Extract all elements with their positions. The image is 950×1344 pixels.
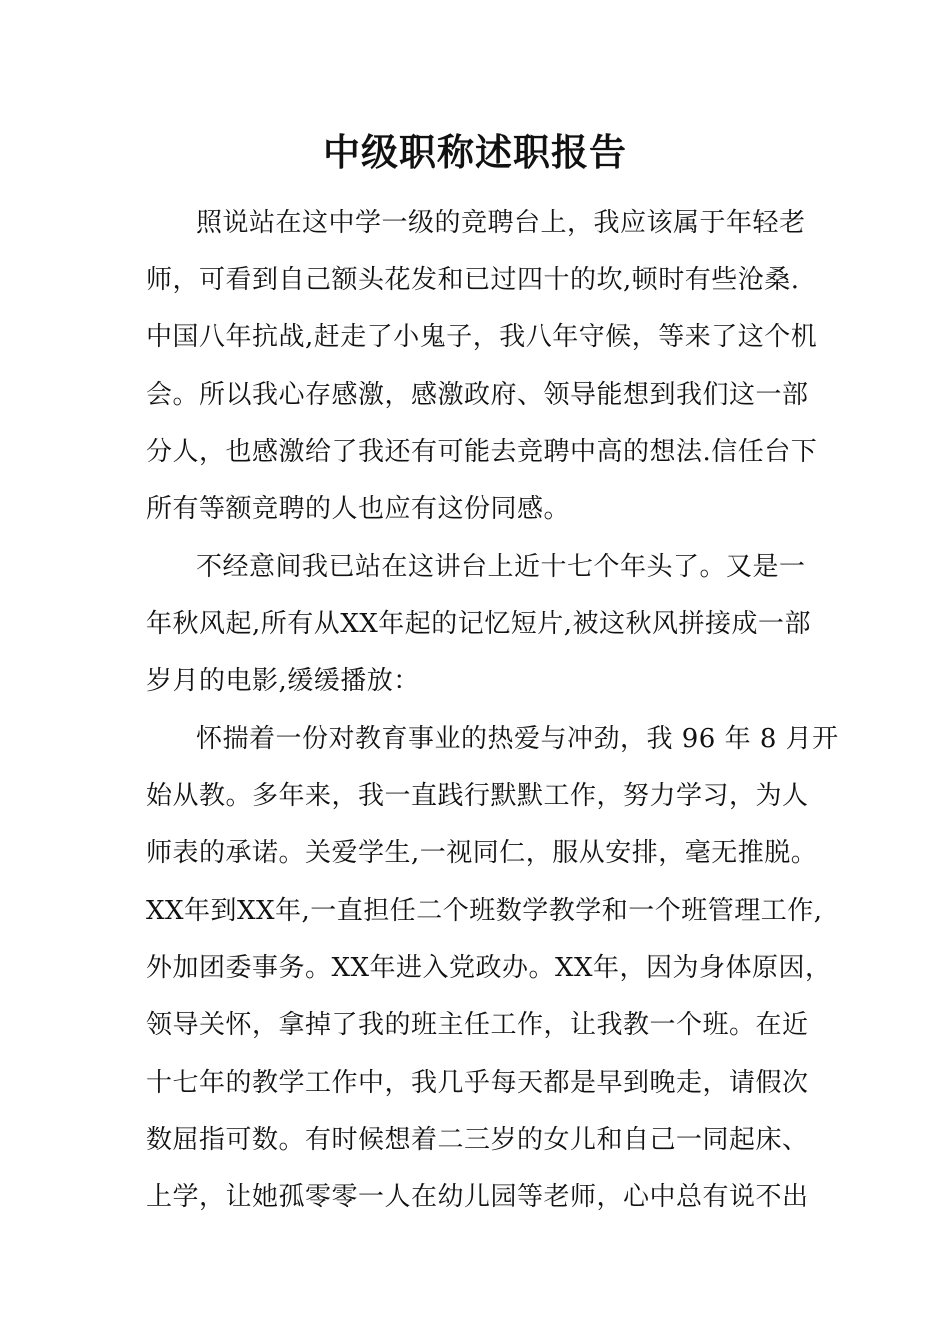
paragraph-line: 分人，也感激给了我还有可能去竞聘中高的想法.信任台下: [146, 437, 818, 467]
paragraph-line: 中国八年抗战,赶走了小鬼子，我八年守候，等来了这个机: [146, 322, 818, 352]
paragraph-line: 照说站在这中学一级的竞聘台上，我应该属于年轻老: [196, 208, 806, 238]
paragraph-line: 岁月的电影,缓缓播放：: [146, 666, 420, 696]
paragraph-line: 始从教。多年来，我一直践行默默工作，努力学习，为人: [146, 781, 809, 811]
paragraph-line: 十七年的教学工作中，我几乎每天都是早到晚走，请假次: [146, 1068, 809, 1098]
paragraph-line: 数屈指可数。有时候想着二三岁的女儿和自己一同起床、: [146, 1125, 809, 1155]
paragraph-line: XX年到XX年,一直担任二个班数学教学和一个班管理工作,: [146, 896, 823, 926]
paragraph-line: 上学，让她孤零零一人在幼儿园等老师，心中总有说不出: [146, 1182, 809, 1212]
paragraph-line: 师表的承诺。关爱学生,一视同仁，服从安排，毫无推脱。: [146, 838, 818, 868]
paragraph-line: 年秋风起,所有从XX年起的记忆短片,被这秋风拼接成一部: [146, 609, 812, 639]
paragraph-line: 怀揣着一份对教育事业的热爱与冲劲，我 96 年 8 月开: [196, 724, 839, 754]
paragraph-line: 会。所以我心存感激，感激政府、领导能想到我们这一部: [146, 380, 809, 410]
paragraph-line: 师，可看到自己额头花发和已过四十的坎,顿时有些沧桑.: [146, 265, 800, 295]
paragraph-line: 领导关怀，拿掉了我的班主任工作，让我教一个班。在近: [146, 1010, 809, 1040]
paragraph-line: 所有等额竞聘的人也应有这份同感。: [146, 494, 571, 524]
paragraph-line: 不经意间我已站在这讲台上近十七个年头了。又是一: [196, 552, 806, 582]
document-title: 中级职称述职报告: [323, 130, 627, 174]
paragraph-line: 外加团委事务。XX年进入党政办。XX年，因为身体原因，: [146, 953, 832, 983]
